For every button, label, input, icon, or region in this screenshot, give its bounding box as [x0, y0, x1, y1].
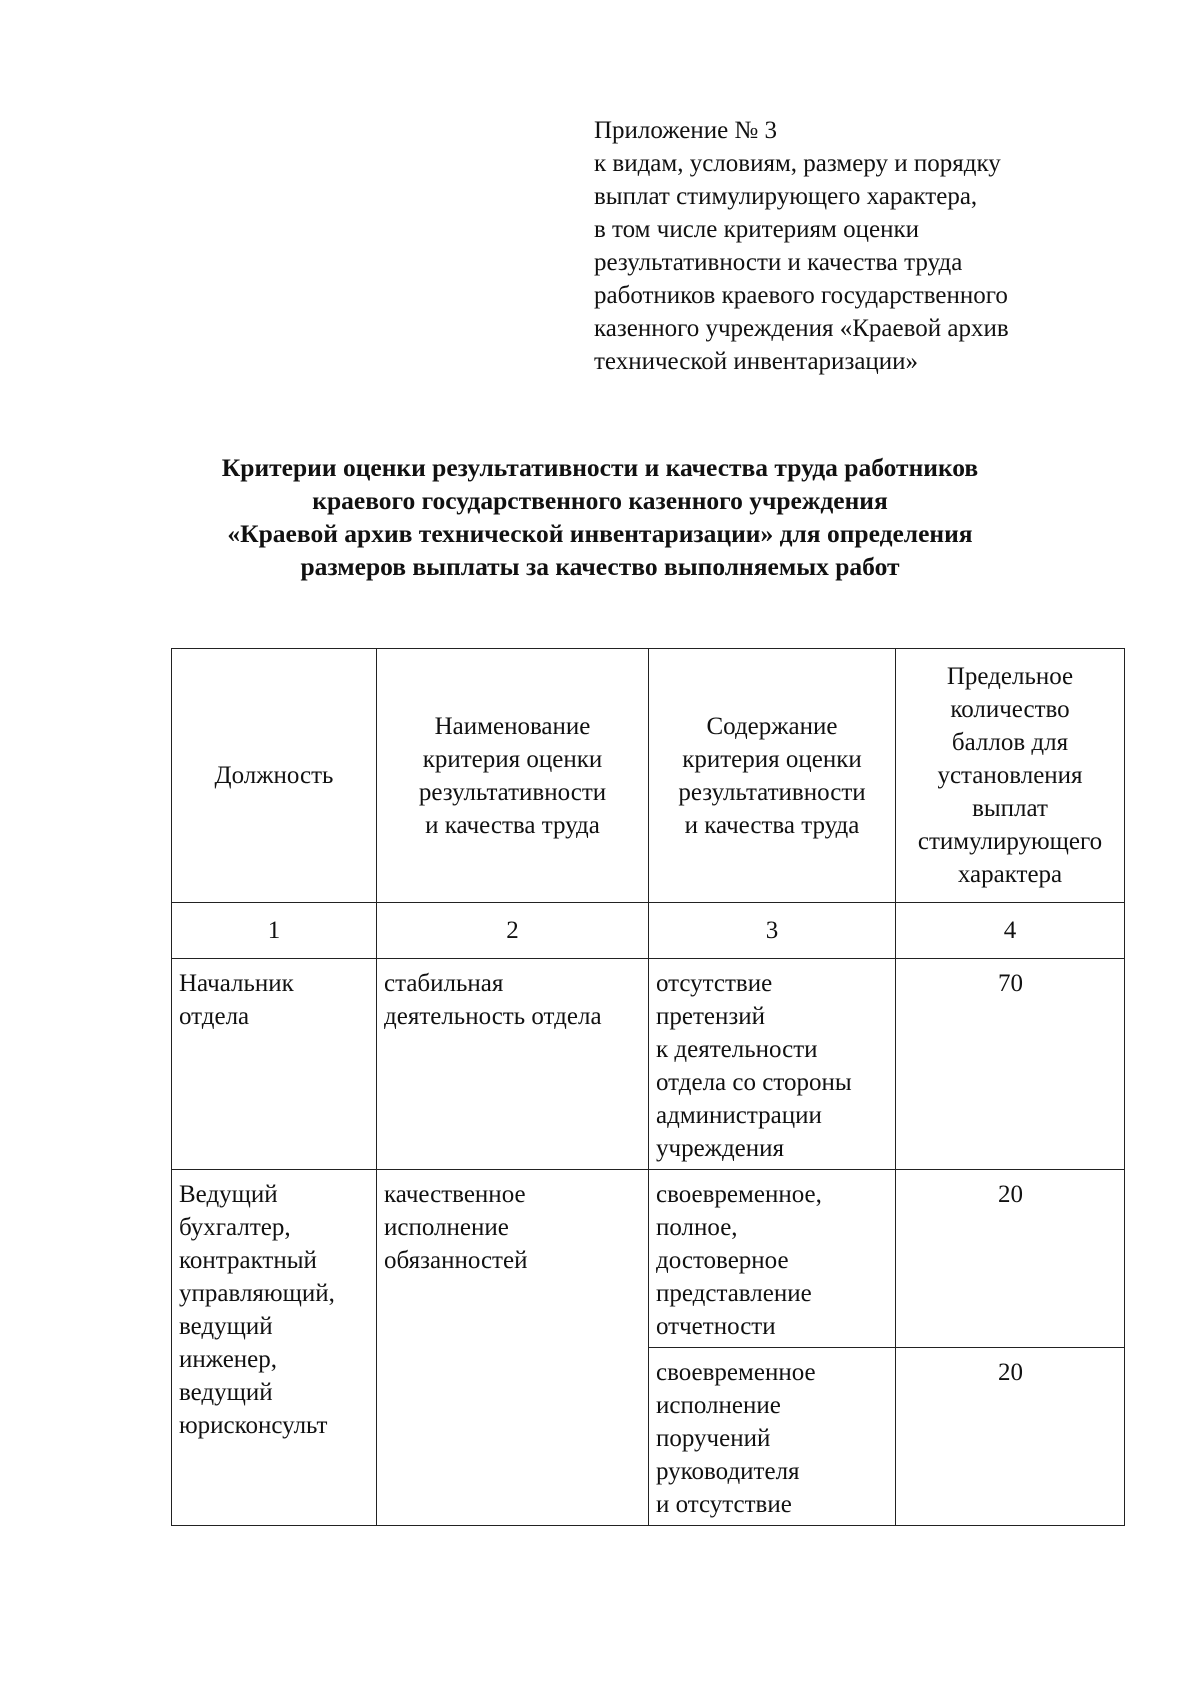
points-cell: 20	[896, 1170, 1125, 1348]
cell-line: отсутствие	[656, 970, 773, 997]
header-max-points	[896, 649, 1125, 903]
cell-line: отдела	[179, 1003, 250, 1030]
table-row	[172, 959, 1125, 1170]
header-line: стимулирующего	[917, 828, 1103, 855]
points-cell: 20	[896, 1348, 1125, 1526]
cell-line: представление	[656, 1280, 812, 1307]
table-header-row	[172, 649, 1125, 903]
appendix-line: в том числе критериям оценки	[594, 216, 919, 243]
cell-line: претензий	[656, 1003, 766, 1030]
criteria-table	[171, 648, 1125, 1526]
cell-line: к деятельности	[656, 1036, 818, 1063]
content-cell	[649, 1348, 896, 1526]
header-line: Содержание	[706, 712, 838, 740]
header-line: выплат	[972, 795, 1048, 822]
appendix-line: Приложение № 3	[594, 117, 778, 144]
header-line: Предельное	[946, 663, 1074, 690]
cell-line: обязанностей	[384, 1247, 528, 1274]
cell-line: Начальник	[179, 970, 294, 997]
cell-line: поручений	[656, 1425, 771, 1452]
cell-line: отдела со стороны	[656, 1069, 852, 1096]
header-line: баллов для	[951, 729, 1069, 756]
column-number: 3	[649, 903, 896, 959]
header-criterion-name	[377, 649, 649, 903]
cell-line: руководителя	[656, 1458, 800, 1485]
points-cell: 70	[896, 959, 1125, 1170]
cell-line: исполнение	[656, 1392, 781, 1419]
cell-line: ведущий	[179, 1313, 273, 1340]
cell-line: отчетности	[656, 1313, 776, 1340]
content-cell	[649, 1170, 896, 1348]
header-line: результативности	[418, 778, 607, 806]
cell-line: юрисконсульт	[179, 1412, 328, 1439]
column-number: 2	[377, 903, 649, 959]
header-line: критерия оценки	[422, 745, 603, 773]
appendix-line: результативности и качества труда	[594, 249, 963, 276]
cell-line: бухгалтер,	[179, 1214, 291, 1241]
header-line: результативности	[678, 778, 866, 806]
cell-line: стабильная	[384, 970, 504, 997]
header-line: Должность	[214, 762, 334, 789]
appendix-line: технической инвентаризации»	[594, 348, 919, 375]
cell-line: контрактный	[179, 1247, 317, 1274]
header-line: и качества труда	[425, 811, 600, 839]
header-line: количество	[950, 696, 1070, 723]
header-line: характера	[957, 861, 1063, 888]
header-line: Наименование	[434, 712, 591, 740]
criterion-cell	[377, 1170, 649, 1526]
cell-line: инженер,	[179, 1346, 278, 1373]
cell-line: управляющий,	[179, 1280, 335, 1307]
column-number-row	[172, 903, 1125, 959]
cell-line: исполнение	[384, 1214, 509, 1241]
appendix-line: казенного учреждения «Краевой архив	[594, 315, 1009, 342]
cell-line: деятельность отдела	[384, 1003, 602, 1030]
header-position	[172, 649, 377, 903]
cell-line: своевременное	[656, 1359, 816, 1386]
document-title	[150, 451, 1050, 583]
appendix-caption	[594, 114, 1114, 378]
cell-line: качественное	[384, 1181, 526, 1208]
position-cell	[172, 1170, 377, 1526]
cell-line: учреждения	[656, 1135, 785, 1162]
column-number: 1	[172, 903, 377, 959]
header-line: установления	[937, 762, 1083, 789]
header-line: и качества труда	[684, 811, 860, 839]
title-line: «Краевой архив технической инвентаризации» для определения	[227, 519, 973, 548]
cell-line: ведущий	[179, 1379, 273, 1406]
criterion-cell	[377, 959, 649, 1170]
cell-line: и отсутствие	[656, 1491, 792, 1518]
title-line: краевого государственного казенного учреждения	[312, 486, 888, 515]
title-line: размеров выплаты за качество выполняемых работ	[300, 552, 900, 581]
table-row	[172, 1170, 1125, 1348]
appendix-line: выплат стимулирующего характера,	[594, 183, 978, 210]
appendix-line: работников краевого государственного	[594, 282, 1008, 309]
position-cell	[172, 959, 377, 1170]
cell-line: полное,	[656, 1214, 738, 1241]
cell-line: Ведущий	[179, 1181, 278, 1208]
column-number: 4	[896, 903, 1125, 959]
cell-line: своевременное,	[656, 1181, 822, 1208]
appendix-line: к видам, условиям, размеру и порядку	[594, 150, 1001, 177]
content-cell	[649, 959, 896, 1170]
header-criterion-content	[649, 649, 896, 903]
header-line: критерия оценки	[682, 745, 862, 773]
cell-line: достоверное	[656, 1247, 789, 1274]
title-line: Критерии оценки результативности и качества труда работников	[221, 453, 979, 482]
cell-line: администрации	[656, 1102, 822, 1129]
